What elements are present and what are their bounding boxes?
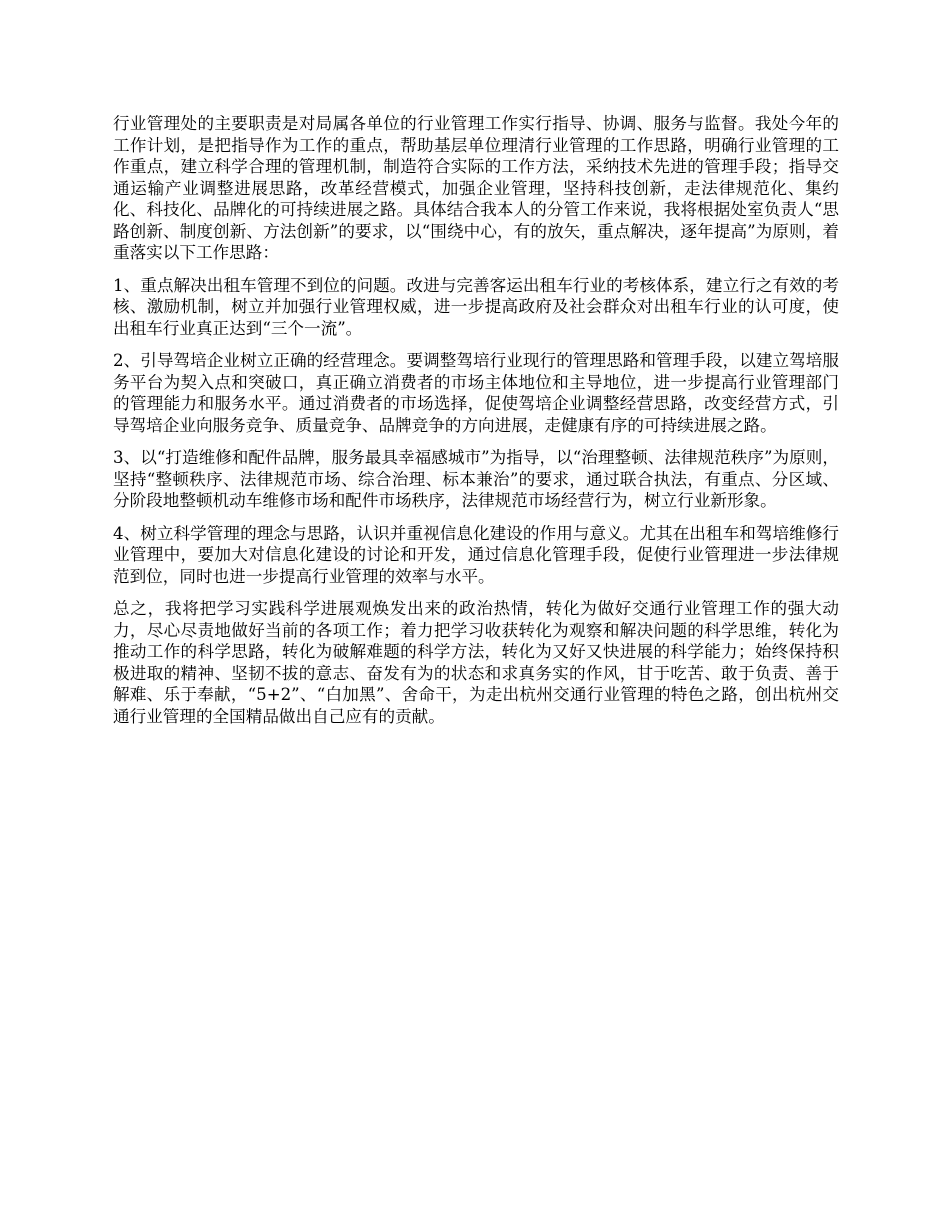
conclusion-paragraph: 总之，我将把学习实践科学进展观焕发出来的政治热情，转化为做好交通行业管理工作的强大动力，尽心尽责地做好当前的各项工作；着力把学习收获转化为观察和解决问题的科学思维，转化为推动工作的科学思路，转化为破解难题的科学方法，转化为又好又快进展的科学能力；始终保持积极进取的精神、坚韧不拔的意志、奋发有为的状态和求真务实的作风，甘于吃苦、敢于负责、善于解难、乐于奉献，“5+2”、“白加黑”、舍命干，为走出杭州交通行业管理的特色之路，创出杭州交通行业管理的全国精品做出自己应有的贡献。 [113, 599, 839, 726]
intro-paragraph: 行业管理处的主要职责是对局属各单位的行业管理工作实行指导、协调、服务与监督。我处今年的工作计划，是把指导作为工作的重点，帮助基层单位理清行业管理的工作思路，明确行业管理的工作重点，建立科学合理的管理机制，制造符合实际的工作方法，采纳技术先进的管理手段；指导交通运输产业调整进展思路，改革经营模式，加强企业管理，坚持科技创新，走法律规范化、集约化、科技化、品牌化的可持续进展之路。具体结合我本人的分管工作来说，我将根据处室负责人“思路创新、制度创新、方法创新”的要求，以“围绕中心，有的放矢，重点解决，逐年提高”为原则，着重落实以下工作思路： [113, 114, 839, 262]
document-body [113, 113, 839, 738]
point-3-paragraph: 3、以“打造维修和配件品牌，服务最具幸福感城市”为指导，以“治理整顿、法律规范秩序”为原则，坚持“整顿秩序、法律规范市场、综合治理、标本兼治”的要求，通过联合执法，有重点、分区域、分阶段地整顿机动车维修市场和配件市场秩序，法律规范市场经营行为，树立行业新形象。 [113, 448, 839, 510]
point-4-paragraph: 4、树立科学管理的理念与思路，认识并重视信息化建设的作用与意义。尤其在出租车和驾培维修行业管理中，要加大对信息化建设的讨论和开发，通过信息化管理手段，促使行业管理进一步法律规范到位，同时也进一步提高行业管理的效率与水平。 [113, 523, 839, 586]
point-2-paragraph: 2、引导驾培企业树立正确的经营理念。要调整驾培行业现行的管理思路和管理手段，以建立驾培服务平台为契入点和突破口，真正确立消费者的市场主体地位和主导地位，进一步提高行业管理部门的管理能力和服务水平。通过消费者的市场选择，促使驾培企业调整经营思路，改变经营方式，引导驾培企业向服务竞争、质量竞争、品牌竞争的方向进展，走健康有序的可持续进展之路。 [113, 351, 839, 435]
point-1-paragraph: 1、重点解决出租车管理不到位的问题。改进与完善客运出租车行业的考核体系，建立行之有效的考核、激励机制，树立并加强行业管理权威，进一步提高政府及社会群众对出租车行业的认可度，使出租车行业真正达到“三个一流”。 [113, 275, 839, 338]
